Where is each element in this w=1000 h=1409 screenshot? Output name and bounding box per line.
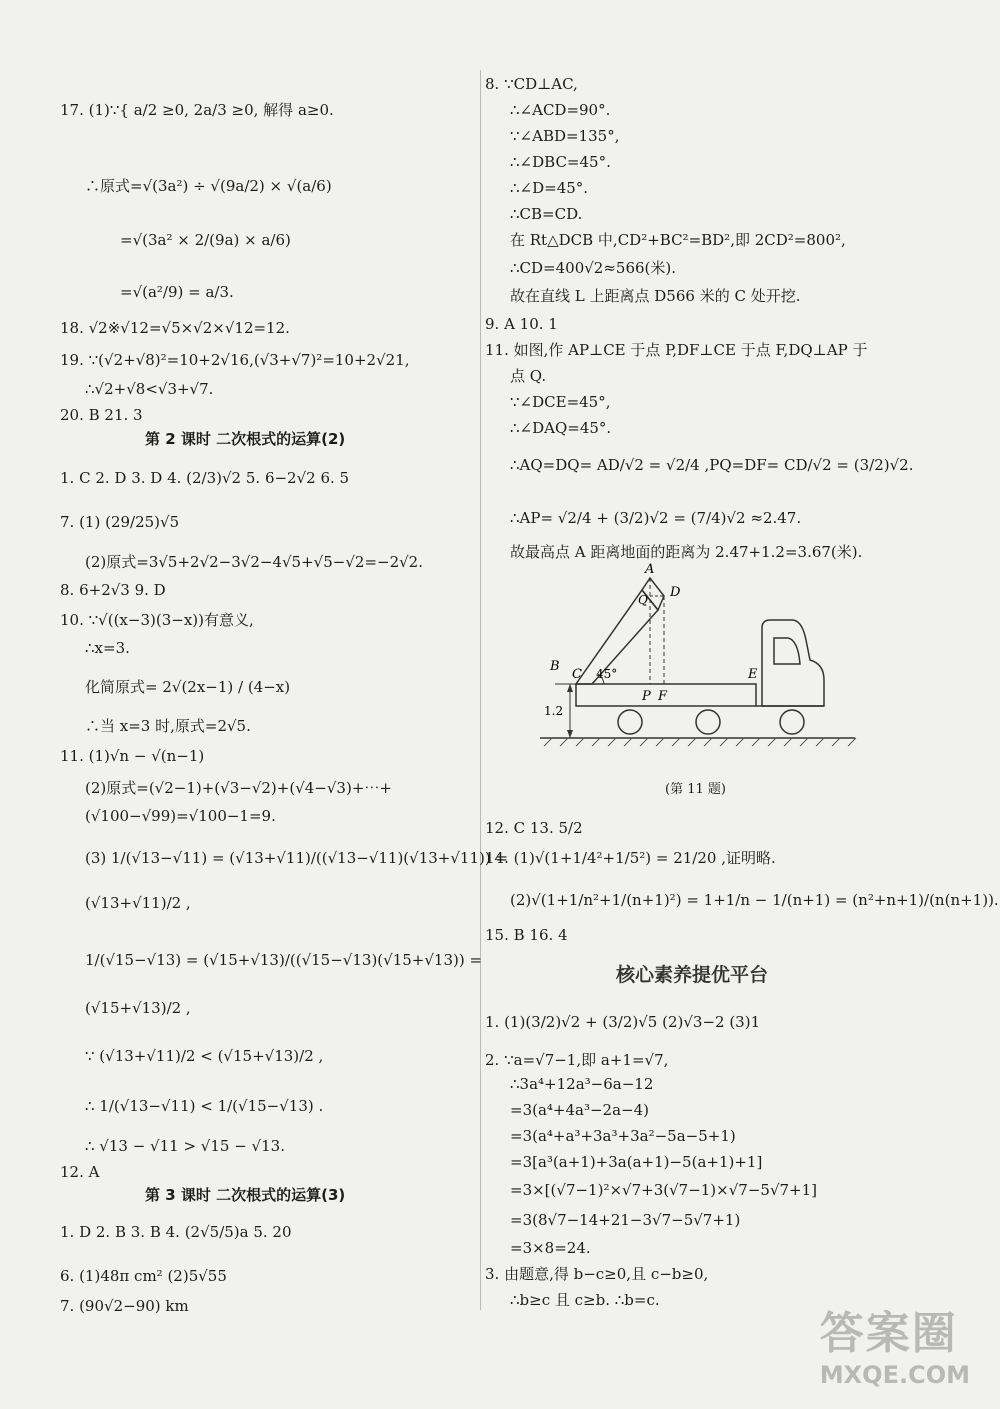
answer-line: 点 Q. bbox=[510, 367, 547, 385]
answer-line: 20. B 21. 3 bbox=[60, 406, 143, 424]
label-F: F bbox=[658, 689, 668, 704]
answer-line: =3(a⁴+4a³−2a−4) bbox=[510, 1101, 650, 1119]
answer-line: 8. 6+2√3 9. D bbox=[60, 581, 166, 599]
wheel bbox=[618, 710, 642, 734]
answer-line: 3. 由题意,得 b−c≥0,且 c−b≥0, bbox=[485, 1265, 709, 1283]
answer-line: 7. (1) (29/25)√5 bbox=[60, 513, 180, 531]
answer-line: =3[a³(a+1)+3a(a+1)−5(a+1)+1] bbox=[510, 1153, 763, 1171]
answer-line: 化简原式= 2√(2x−1) / (4−x) bbox=[85, 678, 291, 696]
answer-line: 故最高点 A 距离地面的距离为 2.47+1.2=3.67(米). bbox=[510, 543, 863, 561]
truck-cab bbox=[762, 620, 824, 706]
answer-line: ∴AP= √2/4 + (3/2)√2 = (7/4)√2 ≈2.47. bbox=[510, 509, 802, 527]
answer-line: =3(8√7−14+21−3√7−5√7+1) bbox=[510, 1211, 741, 1229]
label-height: 1.2 bbox=[544, 704, 564, 718]
answer-line: ∵∠ABD=135°, bbox=[510, 127, 620, 145]
answer-line: (√15+√13)/2 , bbox=[85, 999, 191, 1017]
section-title: 核心素养提优平台 bbox=[616, 964, 769, 986]
answer-line: ∴∠DBC=45°. bbox=[510, 153, 611, 171]
label-E: E bbox=[748, 667, 758, 682]
answer-line: ∴ √13 − √11 > √15 − √13. bbox=[85, 1137, 285, 1155]
truck-figure bbox=[530, 560, 870, 760]
label-B: B bbox=[550, 659, 560, 674]
ground-hatch bbox=[544, 738, 856, 746]
answer-line: ∴∠ACD=90°. bbox=[510, 101, 611, 119]
answer-line: =3(a⁴+a³+3a³+3a²−5a−5+1) bbox=[510, 1127, 736, 1145]
answer-line: 19. ∵(√2+√8)²=10+2√16,(√3+√7)²=10+2√21, bbox=[60, 351, 410, 369]
answer-line: ∴∠DAQ=45°. bbox=[510, 419, 612, 437]
watermark-logo-text: 答案圈 bbox=[819, 1308, 958, 1359]
answer-line: 6. (1)48π cm² (2)5√55 bbox=[60, 1267, 227, 1285]
cab-window bbox=[774, 638, 800, 664]
answer-line: (3) 1/(√13−√11) = (√13+√11)/((√13−√11)(√13+√11)) = bbox=[85, 849, 509, 867]
answer-line: 18. √2※√12=√5×√2×√12=12. bbox=[60, 319, 290, 337]
answer-line: ∵∠DCE=45°, bbox=[510, 393, 611, 411]
answer-line: (√13+√11)/2 , bbox=[85, 894, 191, 912]
answer-line: 17. (1)∵{ a/2 ≥0, 2a/3 ≥0, 解得 a≥0. bbox=[60, 101, 334, 119]
answer-line: ∴√2+√8<√3+√7. bbox=[85, 380, 214, 398]
answer-line: 14. (1)√(1+1/4²+1/5²) = 21/20 ,证明略. bbox=[485, 849, 776, 867]
answer-line: =3×[(√7−1)²×√7+3(√7−1)×√7−5√7+1] bbox=[510, 1181, 818, 1199]
answer-line: 12. A bbox=[60, 1163, 100, 1181]
answer-line: 10. ∵√((x−3)(3−x))有意义, bbox=[60, 611, 254, 629]
lesson-heading: 第 3 课时 二次根式的运算(3) bbox=[145, 1186, 346, 1204]
answer-line: (2)原式=(√2−1)+(√3−√2)+(√4−√3)+⋯+ bbox=[85, 779, 392, 797]
answer-line: =√(a²/9) = a/3. bbox=[120, 283, 234, 301]
label-Q: Q bbox=[638, 593, 648, 607]
answer-line: ∴x=3. bbox=[85, 639, 130, 657]
answer-line: 7. (90√2−90) km bbox=[60, 1297, 189, 1315]
answer-line: 15. B 16. 4 bbox=[485, 926, 568, 944]
answer-line: ∵ (√13+√11)/2 < (√15+√13)/2 , bbox=[85, 1047, 324, 1065]
lesson-heading: 第 2 课时 二次根式的运算(2) bbox=[145, 430, 346, 448]
answer-line: (√100−√99)=√100−1=9. bbox=[85, 807, 276, 825]
figure-caption: (第 11 题) bbox=[665, 782, 726, 797]
label-D: D bbox=[670, 585, 681, 600]
watermark bbox=[820, 1297, 970, 1389]
answer-line: 8. ∵CD⊥AC, bbox=[485, 75, 578, 93]
label-A: A bbox=[645, 562, 655, 577]
answer-line: ∴原式=√(3a²) ÷ √(9a/2) × √(a/6) bbox=[85, 177, 332, 195]
wheel bbox=[780, 710, 804, 734]
wheel bbox=[696, 710, 720, 734]
column-divider bbox=[480, 70, 481, 1310]
answer-line: 1. D 2. B 3. B 4. (2√5/5)a 5. 20 bbox=[60, 1223, 292, 1241]
answer-line: 11. (1)√n − √(n−1) bbox=[60, 747, 205, 765]
answer-line: 在 Rt△DCB 中,CD²+BC²=BD²,即 2CD²=800², bbox=[510, 231, 846, 249]
answer-line: =3×8=24. bbox=[510, 1239, 591, 1257]
answer-line: (2)原式=3√5+2√2−3√2−4√5+√5−√2=−2√2. bbox=[85, 553, 423, 571]
label-P: P bbox=[642, 689, 651, 704]
answer-line: 2. ∵a=√7−1,即 a+1=√7, bbox=[485, 1051, 669, 1069]
answer-line: ∴CD=400√2≈566(米). bbox=[510, 259, 677, 277]
answer-line: 1. (1)(3/2)√2 + (3/2)√5 (2)√3−2 (3)1 bbox=[485, 1013, 761, 1031]
answer-line: 12. C 13. 5/2 bbox=[485, 819, 583, 837]
answer-line: 故在直线 L 上距离点 D566 米的 C 处开挖. bbox=[510, 287, 801, 305]
answer-line: 9. A 10. 1 bbox=[485, 315, 558, 333]
answer-line: (2)√(1+1/n²+1/(n+1)²) = 1+1/n − 1/(n+1) = (n²+n+1)/(n(n+1)). bbox=[510, 891, 999, 909]
label-angle: 45° bbox=[596, 667, 618, 681]
answer-line: 1/(√15−√13) = (√15+√13)/((√15−√13)(√15+√13)) = bbox=[85, 951, 483, 969]
answer-line: =√(3a² × 2/(9a) × a/6) bbox=[120, 231, 291, 249]
watermark-url: MXQE.COM bbox=[819, 1361, 970, 1389]
answer-line: ∴∠D=45°. bbox=[510, 179, 589, 197]
answer-line: ∴ 1/(√13−√11) < 1/(√15−√13) . bbox=[85, 1097, 324, 1115]
answer-line: 11. 如图,作 AP⊥CE 于点 P,DF⊥CE 于点 F,DQ⊥AP 于 bbox=[485, 341, 868, 359]
label-C: C bbox=[572, 667, 582, 682]
answer-line: 1. C 2. D 3. D 4. (2/3)√2 5. 6−2√2 6. 5 bbox=[60, 469, 350, 487]
answer-line: ∴b≥c 且 c≥b. ∴b=c. bbox=[510, 1291, 660, 1309]
answer-line: ∴当 x=3 时,原式=2√5. bbox=[85, 717, 251, 735]
answer-line: ∴CB=CD. bbox=[510, 205, 583, 223]
answer-line: ∴AQ=DQ= AD/√2 = √2/4 ,PQ=DF= CD/√2 = (3/2)√2. bbox=[510, 456, 914, 474]
answer-line: ∴3a⁴+12a³−6a−12 bbox=[510, 1075, 654, 1093]
